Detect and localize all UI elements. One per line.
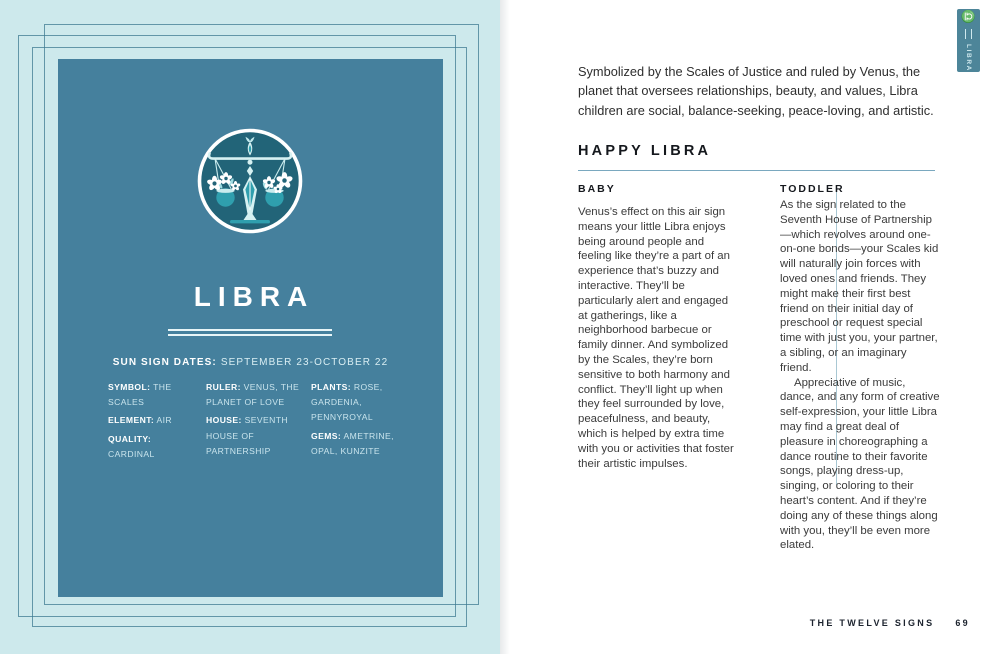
toddler-paragraph: As the sign related to the Seventh House of Partnership—which revolves around one-on-one bonds—your Scales kid will naturally join forces with loved ones and friends. They might make their first best friend on their initial day of preschool or request special time with just you, your partner, a sibling, or an imaginary friend. (780, 199, 939, 374)
sun-sign-dates (58, 357, 443, 368)
libra-glyph-icon: ♎ (961, 9, 976, 25)
libra-scales-illustration (195, 126, 305, 236)
libra-card (58, 59, 443, 597)
attribute-gems: GEMS: AMETRINE, OPAL, KUNZITE (311, 430, 394, 456)
toddler-paragraph: Appreciative of music, dance, and any form of creative self-expression, your little Libra may find a great deal of pleasure in choreographing a dance routine to their favorite songs, playing dress-up, singing, or coloring to their heart’s content. And if they’re doing any of these things along with you, they’ll be even more elated. (780, 376, 940, 552)
double-line-icon (965, 29, 972, 39)
attribute-quality: QUALITY: CARDINAL (108, 433, 155, 459)
attributes-column-1 (108, 380, 200, 465)
attribute-house: HOUSE: SEVENTH HOUSE OF PARTNERSHIP (206, 415, 289, 456)
section-heading: HAPPY LIBRA (578, 143, 712, 159)
attribute-symbol: SYMBOL: THE SCALES (108, 382, 172, 408)
sign-attributes (108, 380, 415, 465)
right-page (500, 0, 1000, 654)
attribute-ruler: RULER: VENUS, THE PLANET OF LOVE (206, 382, 300, 408)
baby-column (578, 183, 738, 471)
attributes-column-2 (206, 380, 305, 465)
page-gutter-shadow (500, 0, 510, 654)
baby-heading: BABY (578, 183, 616, 195)
attribute-plants: PLANTS: ROSE, GARDENIA, PENNYROYAL (311, 382, 383, 423)
heading-rule (578, 170, 935, 171)
sign-title: LIBRA (193, 281, 315, 312)
toddler-column (780, 183, 941, 553)
page-number: 69 (955, 618, 970, 628)
double-rule (168, 329, 332, 339)
attributes-column-3 (311, 380, 415, 465)
toddler-heading: TODDLER (780, 183, 845, 195)
sun-sign-dates-label: SUN SIGN DATES: (112, 357, 217, 368)
baby-paragraph: Venus’s effect on this air sign means your little Libra enjoys being around people and feeling like they’re a part of an experience that’s buzzy and interactive. They’ll be particularly alert and engaged at gatherings, like a neighborhood barbecue or family dinner. And symbolized by the Scales, they’re born sensitive to both harmony and conflict. They’ll light up when they feel surrounded by love, peacefulness, and beauty, which is helped by extra time with you or activities that foster their artistic impulses. (578, 206, 734, 470)
tab-label: LIBRA (965, 44, 972, 72)
page-footer (810, 618, 970, 628)
libra-chapter-tab (957, 9, 980, 72)
sun-sign-dates-value: SEPTEMBER 23-OCTOBER 22 (220, 357, 389, 368)
intro-paragraph: Symbolized by the Scales of Justice and ruled by Venus, the planet that oversees relationships, beauty, and values, Libra children are social, balance-seeking, peace-loving, and artistic. (578, 64, 934, 118)
attribute-element: ELEMENT: AIR (108, 415, 173, 426)
running-title: THE TWELVE SIGNS (809, 618, 935, 628)
